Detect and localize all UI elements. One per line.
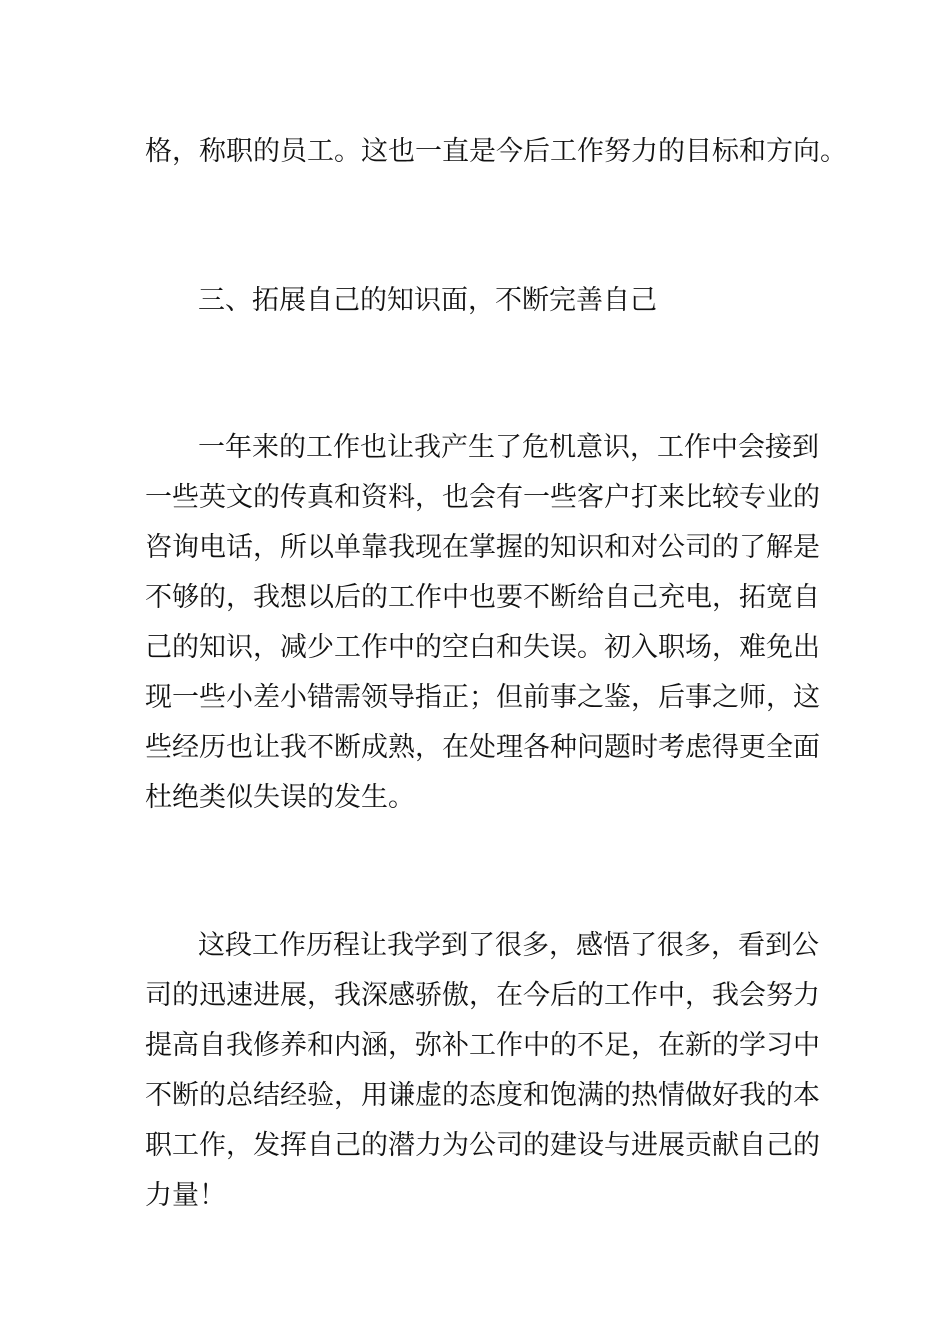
paragraph-1-line-1: 格，称职的员工。这也一直是今后工作努力的目标和方向。 <box>145 136 847 167</box>
paragraph-2-line-6: 现一些小差小错需领导指正；但前事之鉴，后事之师，这 <box>145 682 820 713</box>
paragraph-2-line-3: 咨询电话，所以单靠我现在掌握的知识和对公司的了解是 <box>145 532 820 563</box>
paragraph-3-line-4: 不断的总结经验，用谦虚的态度和饱满的热情做好我的本 <box>145 1080 820 1111</box>
paragraph-2-line-2: 一些英文的传真和资料，也会有一些客户打来比较专业的 <box>145 482 820 513</box>
paragraph-2-line-4: 不够的，我想以后的工作中也要不断给自己充电，拓宽自 <box>145 582 820 613</box>
paragraph-2-line-7: 些经历也让我不断成熟，在处理各种问题时考虑得更全面 <box>145 732 820 763</box>
paragraph-3-line-6: 力量！ <box>145 1180 226 1211</box>
section-heading: 三、拓展自己的知识面，不断完善自己 <box>198 285 657 316</box>
paragraph-2-line-5: 己的知识，减少工作中的空白和失误。初入职场，难免出 <box>145 632 820 663</box>
paragraph-3-line-5: 职工作，发挥自己的潜力为公司的建设与进展贡献自己的 <box>145 1130 820 1161</box>
paragraph-3-line-1: 这段工作历程让我学到了很多，感悟了很多，看到公 <box>198 930 819 961</box>
paragraph-3-line-2: 司的迅速进展，我深感骄傲，在今后的工作中，我会努力 <box>145 980 820 1011</box>
paragraph-2-line-8: 杜绝类似失误的发生。 <box>145 782 415 813</box>
paragraph-2-line-1: 一年来的工作也让我产生了危机意识，工作中会接到 <box>198 432 819 463</box>
paragraph-3-line-3: 提高自我修养和内涵，弥补工作中的不足，在新的学习中 <box>145 1030 820 1061</box>
